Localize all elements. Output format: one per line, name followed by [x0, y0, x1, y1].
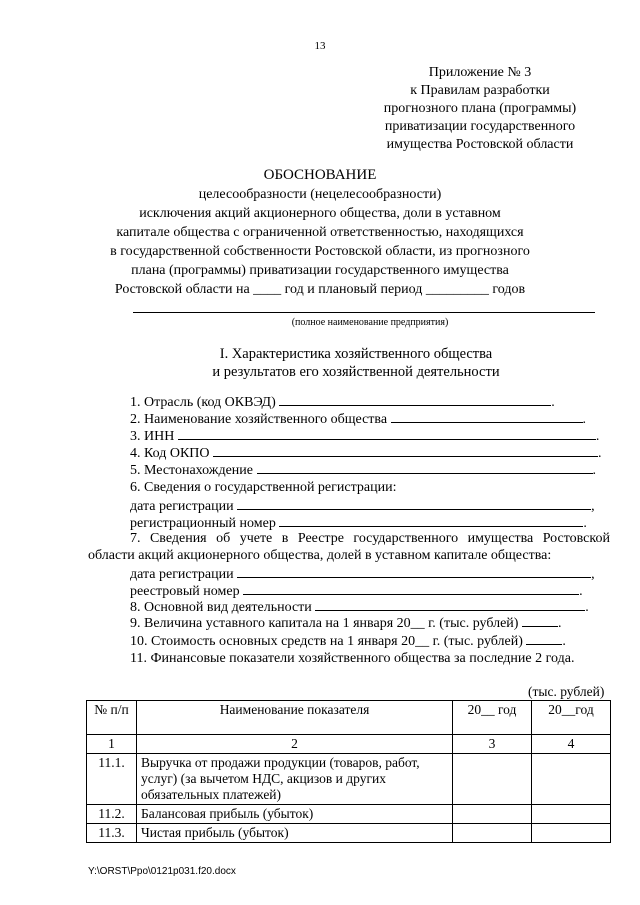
table-row: [87, 824, 611, 843]
word: учете: [239, 531, 273, 546]
row-name: Балансовая прибыль (убыток): [137, 805, 453, 824]
row-name: Чистая прибыль (убыток): [137, 824, 453, 843]
title-line: капитале общества с ограниченной ответственностью, находящихся: [116, 225, 524, 240]
fill-line: [391, 410, 583, 423]
field-okpo: 4. Код ОКПО .: [130, 446, 602, 461]
field-register-info-cont: области акций акционерного общества, долей в уставном капитале общества:: [88, 548, 552, 563]
row-value: [532, 805, 611, 824]
appendix-line: имущества Ростовской области: [386, 137, 574, 152]
title-line: в государственной собственности Ростовской области, из прогнозного: [110, 244, 530, 259]
title-line: исключения акций акционерного общества, доли в уставном: [139, 206, 501, 221]
word: 7.: [130, 531, 141, 546]
title-line: плана (программы) приватизации государственного имущества: [131, 263, 509, 278]
field-label: 3. ИНН: [130, 429, 175, 444]
field-company-name: 2. Наименование хозяйственного общества .: [130, 412, 587, 427]
field-inn: 3. ИНН .: [130, 429, 600, 444]
field-label: дата регистрации: [130, 567, 234, 582]
appendix-line: приватизации государственного: [384, 119, 576, 134]
table-row: [87, 805, 611, 824]
appendix-line: Приложение № 3: [428, 65, 532, 80]
fill-line: [279, 393, 551, 406]
row-num: 11.2.: [87, 805, 137, 824]
field-okved: 1. Отрасль (код ОКВЭД) .: [130, 395, 555, 410]
appendix-block: [360, 64, 600, 154]
fill-line: [257, 461, 593, 474]
table-header-row: [87, 701, 611, 735]
header-year1: 20__ год: [453, 701, 532, 735]
row-value: [453, 754, 532, 805]
field-label: 4. Код ОКПО: [130, 446, 210, 461]
section-title: [0, 345, 640, 381]
fill-line: [522, 614, 558, 627]
field-label: 5. Местонахождение: [130, 463, 254, 478]
field-location: 5. Местонахождение .: [130, 463, 597, 478]
header-name: Наименование показателя: [137, 701, 453, 735]
word: имущества: [467, 531, 534, 546]
field-label: реестровый номер: [130, 584, 240, 599]
index-cell: 1: [87, 735, 137, 754]
field-fixed-assets: 10. Стоимость основных средств на 1 января 20__ г. (тыс. рублей) .: [130, 634, 566, 649]
field-label: 2. Наименование хозяйственного общества: [130, 412, 388, 427]
table-unit: (тыс. рублей): [528, 684, 605, 699]
fill-line: [279, 514, 583, 527]
appendix-line: прогнозного плана (программы): [383, 101, 577, 116]
fill-line: [213, 444, 598, 457]
word: в: [281, 531, 289, 546]
row-num: 11.1.: [87, 754, 137, 805]
row-value: [453, 824, 532, 843]
fill-line: [237, 565, 591, 578]
index-cell: 4: [532, 735, 611, 754]
header-year2: 20__год: [532, 701, 611, 735]
field-authorized-capital: 9. Величина уставного капитала на 1 января 20__ г. (тыс. рублей) .: [130, 616, 562, 631]
index-cell: 3: [453, 735, 532, 754]
page-number: 13: [314, 40, 326, 52]
field-label: 10. Стоимость основных средств на 1 января 20__ г. (тыс. рублей): [130, 634, 523, 649]
table-index-row: [87, 735, 611, 754]
field-registration-number: регистрационный номер .: [130, 516, 587, 531]
row-value: [453, 805, 532, 824]
financial-table: [86, 700, 611, 843]
enterprise-caption: (полное наименование предприятия): [291, 317, 449, 328]
row-value: [532, 824, 611, 843]
word: государственного: [353, 531, 459, 546]
row-value: [532, 754, 611, 805]
header-num: № п/п: [87, 701, 137, 735]
field-label: 8. Основной вид деятельности: [130, 600, 312, 615]
section-title-line: и результатов его хозяйственной деятельности: [212, 364, 500, 380]
table-row: [87, 754, 611, 805]
file-path-footer: Y:\ORST\Ppo\0121p031.f20.docx: [88, 866, 236, 877]
field-label: дата регистрации: [130, 499, 234, 514]
word: Реестре: [297, 531, 344, 546]
title-heading: ОБОСНОВАНИЕ: [263, 167, 377, 183]
field-financial-indicators: 11. Финансовые показатели хозяйственного общества за последние 2 года.: [130, 651, 575, 666]
word: Ростовской: [542, 531, 610, 546]
field-registration-date: дата регистрации ,: [130, 499, 595, 514]
row-name: Выручка от продажи продукции (товаров, работ, услуг) (за вычетом НДС, акцизов и других обязательных платежей): [137, 754, 453, 805]
fill-line: [315, 598, 585, 611]
fill-line: [243, 582, 579, 595]
field-register-number: реестровый номер .: [130, 584, 583, 599]
section-title-line: I. Характеристика хозяйственного общества: [219, 346, 493, 362]
fill-line: [237, 497, 591, 510]
fill-line: [526, 632, 562, 645]
enterprise-name-line: [133, 312, 595, 313]
title-line: Ростовской области на ____ год и плановый период _________ годов: [114, 282, 526, 297]
field-label: 1. Отрасль (код ОКВЭД): [130, 395, 276, 410]
field-register-info: [130, 530, 610, 548]
row-num: 11.3.: [87, 824, 137, 843]
fill-line: [178, 427, 596, 440]
word: Сведения: [149, 531, 207, 546]
document-title: [0, 166, 640, 299]
field-state-registration: 6. Сведения о государственной регистрации:: [130, 480, 397, 495]
title-line: целесообразности (нецелесообразности): [198, 187, 442, 202]
appendix-line: к Правилам разработки: [410, 83, 550, 98]
field-label: регистрационный номер: [130, 516, 276, 531]
field-label: 9. Величина уставного капитала на 1 января 20__ г. (тыс. рублей): [130, 616, 519, 631]
index-cell: 2: [137, 735, 453, 754]
field-main-activity: 8. Основной вид деятельности .: [130, 600, 589, 615]
field-register-date: дата регистрации ,: [130, 567, 595, 582]
word: об: [216, 531, 231, 546]
